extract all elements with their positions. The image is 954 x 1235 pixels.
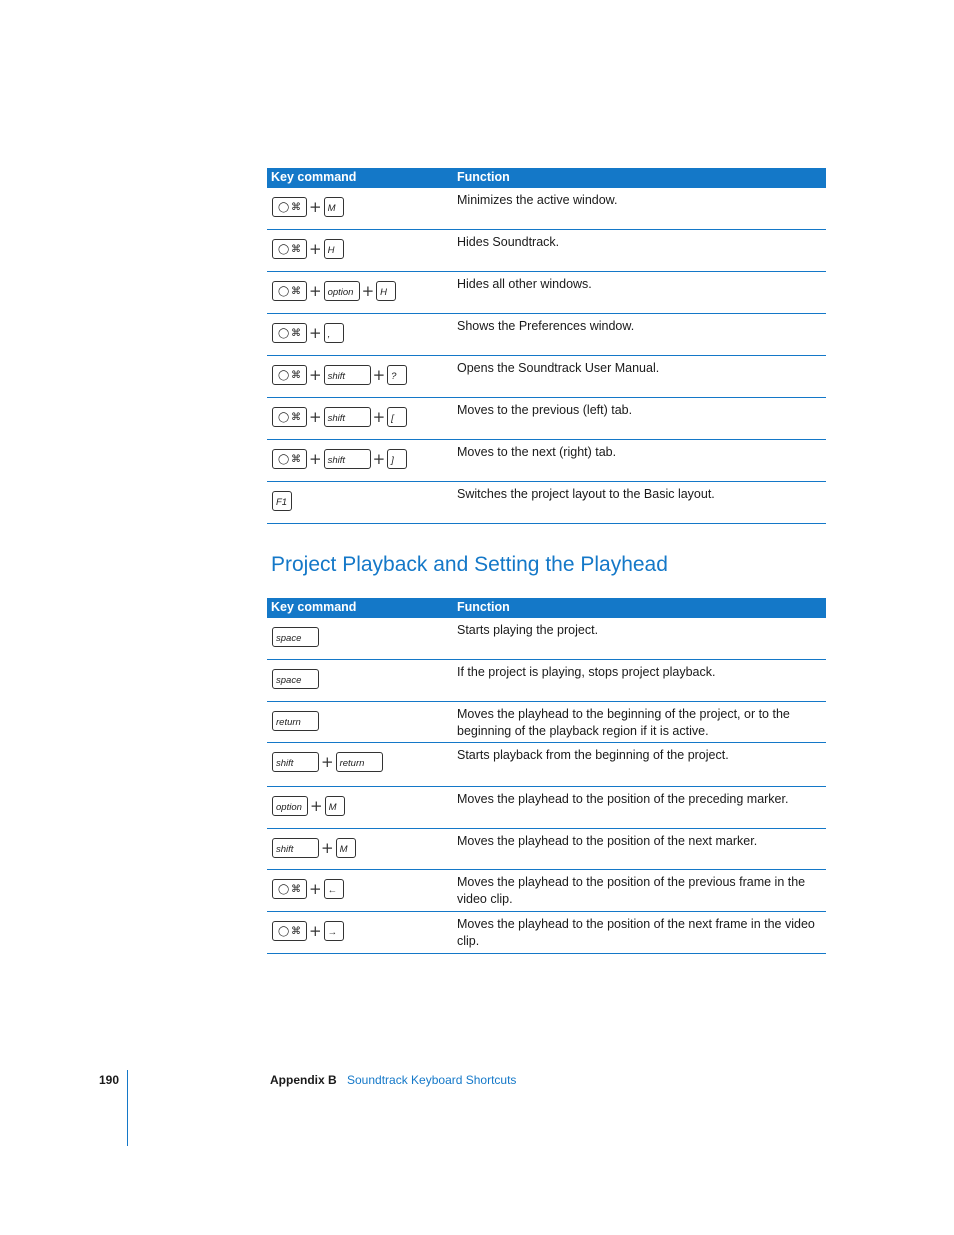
- key-combo: [272, 710, 319, 732]
- plus-sign: +: [361, 282, 375, 300]
- function-text: Moves the playhead to the beginning of the project, or to the beginning of the playback region if it is active.: [457, 707, 790, 738]
- command-key: ◯ ⌘: [272, 239, 307, 259]
- table-row: [267, 743, 826, 787]
- option-key: option: [272, 796, 308, 816]
- shift-key: shift: [324, 365, 371, 385]
- apple-icon: ◯: [278, 285, 290, 297]
- table-row: [267, 870, 826, 912]
- key-combo: [272, 878, 344, 900]
- apple-icon: ◯: [278, 243, 290, 255]
- m-key: M: [324, 197, 344, 217]
- section-title: Project Playback and Setting the Playhead: [271, 553, 668, 576]
- plus-sign: +: [309, 366, 322, 384]
- table-row: [267, 912, 826, 954]
- function-text: Shows the Preferences window.: [457, 319, 635, 333]
- question-key: ?: [387, 365, 407, 385]
- h-key: H: [376, 281, 396, 301]
- function-text: Starts playback from the beginning of the project.: [457, 748, 729, 762]
- function-text: Opens the Soundtrack User Manual.: [457, 361, 660, 375]
- command-key: ◯ ⌘: [272, 879, 307, 899]
- table-row: [267, 482, 826, 524]
- key-combo: [272, 364, 407, 386]
- right-bracket-key: ]: [387, 449, 407, 469]
- function-text: Starts playing the project.: [457, 623, 599, 637]
- key-combo: [272, 490, 292, 512]
- page-number: 190: [99, 1073, 120, 1087]
- function-text: Moves the playhead to the position of the next frame in the video clip.: [457, 917, 815, 948]
- key-combo: [272, 837, 356, 859]
- table-row: [267, 440, 826, 482]
- table-row: [267, 660, 826, 702]
- plus-sign: +: [309, 880, 322, 898]
- function-text: Moves the playhead to the position of the preceding marker.: [457, 792, 789, 806]
- command-key: ◯ ⌘: [272, 407, 307, 427]
- function-text: Moves to the next (right) tab.: [457, 445, 617, 459]
- apple-icon: ◯: [278, 411, 290, 423]
- key-combo: [272, 920, 344, 942]
- key-combo: [272, 751, 383, 773]
- table-row: [267, 787, 826, 829]
- function-text: Minimizes the active window.: [457, 193, 618, 207]
- key-combo: [272, 280, 396, 302]
- table-row: [267, 356, 826, 398]
- shift-key: shift: [324, 407, 371, 427]
- table-row: [267, 314, 826, 356]
- h-key: H: [324, 239, 344, 259]
- shift-key: shift: [324, 449, 371, 469]
- header-key-command: Key command: [271, 600, 357, 614]
- plus-sign: +: [310, 797, 323, 815]
- option-key: option: [324, 281, 360, 301]
- command-key: ◯ ⌘: [272, 197, 307, 217]
- plus-sign: +: [321, 839, 334, 857]
- key-combo: [272, 668, 319, 690]
- m-key: M: [336, 838, 356, 858]
- plus-sign: +: [309, 240, 322, 258]
- key-combo: [272, 795, 345, 817]
- apple-icon: ◯: [278, 453, 290, 465]
- function-text: If the project is playing, stops project playback.: [457, 665, 716, 679]
- table-header: [267, 598, 826, 618]
- shortcut-table-playback: [267, 598, 826, 954]
- f1-key: F1: [272, 491, 292, 511]
- apple-icon: ◯: [278, 925, 290, 937]
- command-key: ◯ ⌘: [272, 365, 307, 385]
- left-bracket-key: [: [387, 407, 407, 427]
- return-key: return: [336, 752, 383, 772]
- shift-key: shift: [272, 752, 319, 772]
- function-text: Switches the project layout to the Basic layout.: [457, 487, 715, 501]
- plus-sign: +: [309, 408, 322, 426]
- command-key: ◯ ⌘: [272, 921, 307, 941]
- plus-sign: +: [309, 198, 322, 216]
- function-text: Moves the playhead to the position of the previous frame in the video clip.: [457, 875, 806, 906]
- header-function: Function: [457, 170, 510, 184]
- command-key: ◯ ⌘: [272, 281, 307, 301]
- table-row: [267, 230, 826, 272]
- left-arrow-key: ←: [324, 879, 344, 899]
- footer-appendix: Appendix B: [270, 1073, 337, 1087]
- plus-sign: +: [309, 324, 322, 342]
- m-key: M: [325, 796, 345, 816]
- command-key: ◯ ⌘: [272, 449, 307, 469]
- header-key-command: Key command: [271, 170, 357, 184]
- key-combo: [272, 196, 344, 218]
- function-text: Hides Soundtrack.: [457, 235, 560, 249]
- footer-chapter-title: Soundtrack Keyboard Shortcuts: [347, 1073, 517, 1087]
- space-key: space: [272, 669, 319, 689]
- key-combo: [272, 448, 407, 470]
- plus-sign: +: [309, 922, 322, 940]
- comma-key: ,: [324, 323, 344, 343]
- plus-sign: +: [309, 282, 322, 300]
- plus-sign: +: [309, 450, 322, 468]
- table-row: [267, 618, 826, 660]
- table-row: [267, 188, 826, 230]
- table-row: [267, 702, 826, 743]
- function-text: Moves the playhead to the position of the next marker.: [457, 834, 758, 848]
- table-row: [267, 272, 826, 314]
- key-combo: [272, 406, 407, 428]
- key-combo: [272, 322, 344, 344]
- plus-sign: +: [321, 753, 334, 771]
- header-function: Function: [457, 600, 510, 614]
- command-key: ◯ ⌘: [272, 323, 307, 343]
- apple-icon: ◯: [278, 369, 290, 381]
- plus-sign: +: [372, 366, 386, 384]
- apple-icon: ◯: [278, 327, 290, 339]
- key-combo: [272, 238, 344, 260]
- return-key: return: [272, 711, 319, 731]
- footer-divider: [127, 1070, 128, 1146]
- function-text: Hides all other windows.: [457, 277, 592, 291]
- right-arrow-key: →: [324, 921, 344, 941]
- table-header: [267, 168, 826, 188]
- key-combo: [272, 626, 319, 648]
- plus-sign: +: [372, 408, 386, 426]
- apple-icon: ◯: [278, 201, 290, 213]
- table-row: [267, 398, 826, 440]
- function-text: Moves to the previous (left) tab.: [457, 403, 633, 417]
- shortcut-table-general: [267, 168, 826, 524]
- space-key: space: [272, 627, 319, 647]
- apple-icon: ◯: [278, 883, 290, 895]
- plus-sign: +: [372, 450, 386, 468]
- table-row: [267, 829, 826, 870]
- shift-key: shift: [272, 838, 319, 858]
